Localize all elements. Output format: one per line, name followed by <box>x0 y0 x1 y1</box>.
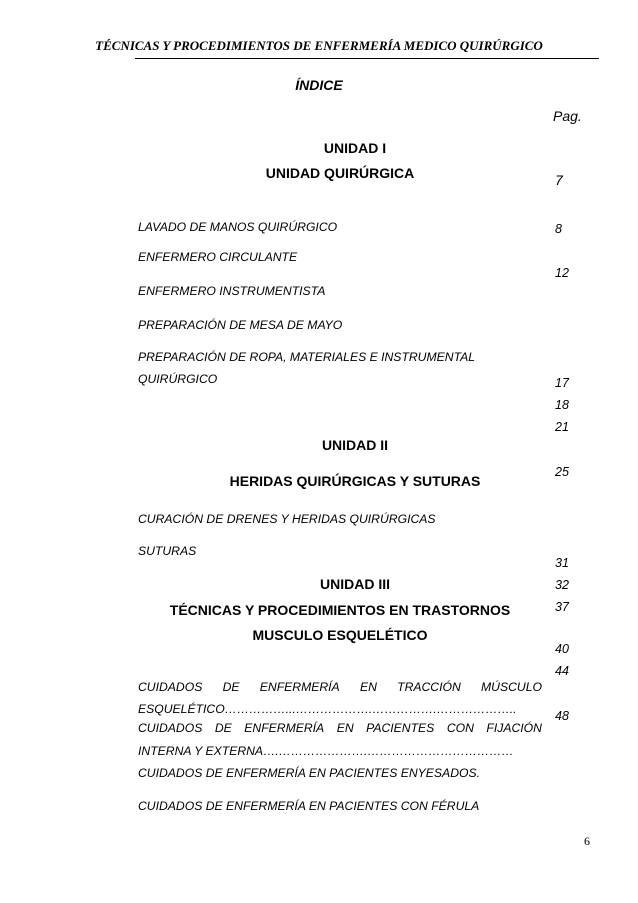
page-number: 12 <box>555 266 569 280</box>
page-number: 7 <box>555 172 563 188</box>
page-number: 18 <box>555 398 569 412</box>
word: CUIDADOS <box>138 721 203 735</box>
word: DE <box>214 721 232 735</box>
word: ENFERMERÍA <box>259 680 340 694</box>
toc-entry-traccion-line-2: ESQUELÉTICO……………...……………….…………….……………….. <box>138 702 517 716</box>
toc-entry: LAVADO DE MANOS QUIRÚRGICO <box>138 220 338 234</box>
page-number: 40 <box>555 642 569 656</box>
toc-entry: PREPARACIÓN DE ROPA, MATERIALES E INSTRUMENTAL <box>138 350 476 364</box>
page-number: 31 <box>555 556 569 570</box>
unit-3-title-line-2: MUSCULO ESQUELÉTICO <box>252 627 428 643</box>
unit-1-name: UNIDAD I <box>323 140 387 156</box>
word: EN <box>359 680 377 694</box>
page-number: 48 <box>555 709 569 723</box>
running-header: TÉCNICAS Y PROCEDIMIENTOS DE ENFERMERÍA MEDICO QUIRÚRGICO <box>95 38 543 53</box>
word: TRACCIÓN <box>397 680 461 694</box>
unit-2-name: UNIDAD II <box>321 437 389 453</box>
toc-entry: CUIDADOS DE ENFERMERÍA EN PACIENTES CON FÉRULA <box>138 799 480 813</box>
toc-entry: PREPARACIÓN DE MESA DE MAYO <box>138 318 343 332</box>
page-number: 32 <box>555 578 569 592</box>
toc-entry: ENFERMERO INSTRUMENTISTA <box>138 284 326 298</box>
page-number: 8 <box>555 222 562 236</box>
page-column-label: Pag. <box>553 108 582 124</box>
toc-entry-fijacion-line-2: INTERNA Y EXTERNA….………………….……………………………… <box>138 744 514 758</box>
unit-1-title: UNIDAD QUIRÚRGICA <box>265 165 415 181</box>
unit-3-title-line-1: TÉCNICAS Y PROCEDIMIENTOS EN TRASTORNOS <box>169 602 511 618</box>
toc-entry: QUIRÚRGICO <box>138 372 218 386</box>
word: CON <box>446 721 474 735</box>
page-number: 44 <box>555 664 569 678</box>
toc-entry: CURACIÓN DE DRENES Y HERIDAS QUIRÚRGICAS <box>138 512 436 526</box>
page-number: 25 <box>555 465 569 479</box>
toc-entry-fijacion-line-1 <box>138 721 542 735</box>
page-number: 21 <box>555 420 569 434</box>
header-rule <box>135 58 599 59</box>
word: CUIDADOS <box>138 680 203 694</box>
page-number: 37 <box>555 600 569 614</box>
toc-entry-traccion-line-1 <box>138 680 542 694</box>
index-title: ÍNDICE <box>295 77 343 93</box>
word: FIJACIÓN <box>486 721 542 735</box>
unit-3-name: UNIDAD III <box>320 576 390 592</box>
toc-entry: SUTURAS <box>138 544 197 558</box>
page-number: 17 <box>555 376 569 390</box>
unit-2-title: HERIDAS QUIRÚRGICAS Y SUTURAS <box>229 473 481 489</box>
word: DE <box>222 680 240 694</box>
toc-entry: CUIDADOS DE ENFERMERÍA EN PACIENTES ENYESADOS. <box>138 766 480 780</box>
word: ENFERMERÍA <box>244 721 325 735</box>
footer-page-number: 6 <box>584 834 590 848</box>
word: PACIENTES <box>366 721 435 735</box>
toc-entry: ENFERMERO CIRCULANTE <box>138 250 298 264</box>
word: MÚSCULO <box>481 680 542 694</box>
word: EN <box>336 721 354 735</box>
